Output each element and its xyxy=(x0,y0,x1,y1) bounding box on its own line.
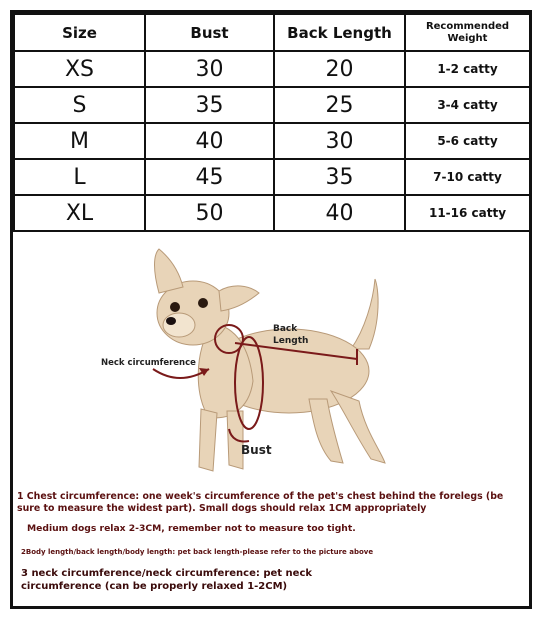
note-neck-circumference: 3 neck circumference/neck circumference: pet neck circumference (can be properly relaxed 1-2CM) xyxy=(21,568,313,592)
table-row xyxy=(14,123,530,159)
header-size: Size xyxy=(14,14,145,51)
size-chart-frame xyxy=(10,10,532,609)
label-neck: Neck circumference xyxy=(101,358,196,368)
label-back-line2: Length xyxy=(273,336,309,346)
cell-bust: 30 xyxy=(145,51,274,87)
header-weight-line2: Weight xyxy=(447,32,488,44)
size-table xyxy=(13,13,531,232)
cell-back: 25 xyxy=(274,87,405,123)
cell-weight: 11-16 catty xyxy=(405,195,530,231)
cell-back: 20 xyxy=(274,51,405,87)
label-bust: Bust xyxy=(241,443,272,457)
note-medium-dogs: Medium dogs relax 2-3CM, remember not to measure too tight. xyxy=(27,523,356,534)
header-weight-line1: Recommended xyxy=(425,20,510,32)
note-chest-circumference: 1 Chest circumference: one week's circumference of the pet's chest behind the forelegs (be sure to measure the widest part). Small dogs should relax 1CM appropriately xyxy=(17,491,504,514)
cell-bust: 40 xyxy=(145,123,274,159)
table-header-row xyxy=(14,14,530,51)
table-row xyxy=(14,87,530,123)
header-recommended-weight xyxy=(405,14,530,51)
cell-back: 30 xyxy=(274,123,405,159)
cell-bust: 50 xyxy=(145,195,274,231)
cell-size: L xyxy=(14,159,145,195)
table-row xyxy=(14,51,530,87)
table-row xyxy=(14,195,530,231)
cell-weight: 7-10 catty xyxy=(405,159,530,195)
cell-size: XS xyxy=(14,51,145,87)
cell-back: 40 xyxy=(274,195,405,231)
header-back-length: Back Length xyxy=(274,14,405,51)
cell-weight: 5-6 catty xyxy=(405,123,530,159)
note-back-length: 2Body length/back length/body length: pet back length-please refer to the picture above xyxy=(21,548,374,556)
cell-size: XL xyxy=(14,195,145,231)
label-back-line1: Back xyxy=(273,324,298,334)
cell-size: M xyxy=(14,123,145,159)
cell-bust: 45 xyxy=(145,159,274,195)
header-bust: Bust xyxy=(145,14,274,51)
cell-back: 35 xyxy=(274,159,405,195)
cell-bust: 35 xyxy=(145,87,274,123)
cell-size: S xyxy=(14,87,145,123)
cell-weight: 3-4 catty xyxy=(405,87,530,123)
cell-weight: 1-2 catty xyxy=(405,51,530,87)
dog-measurement-illustration xyxy=(13,231,529,491)
table-row xyxy=(14,159,530,195)
